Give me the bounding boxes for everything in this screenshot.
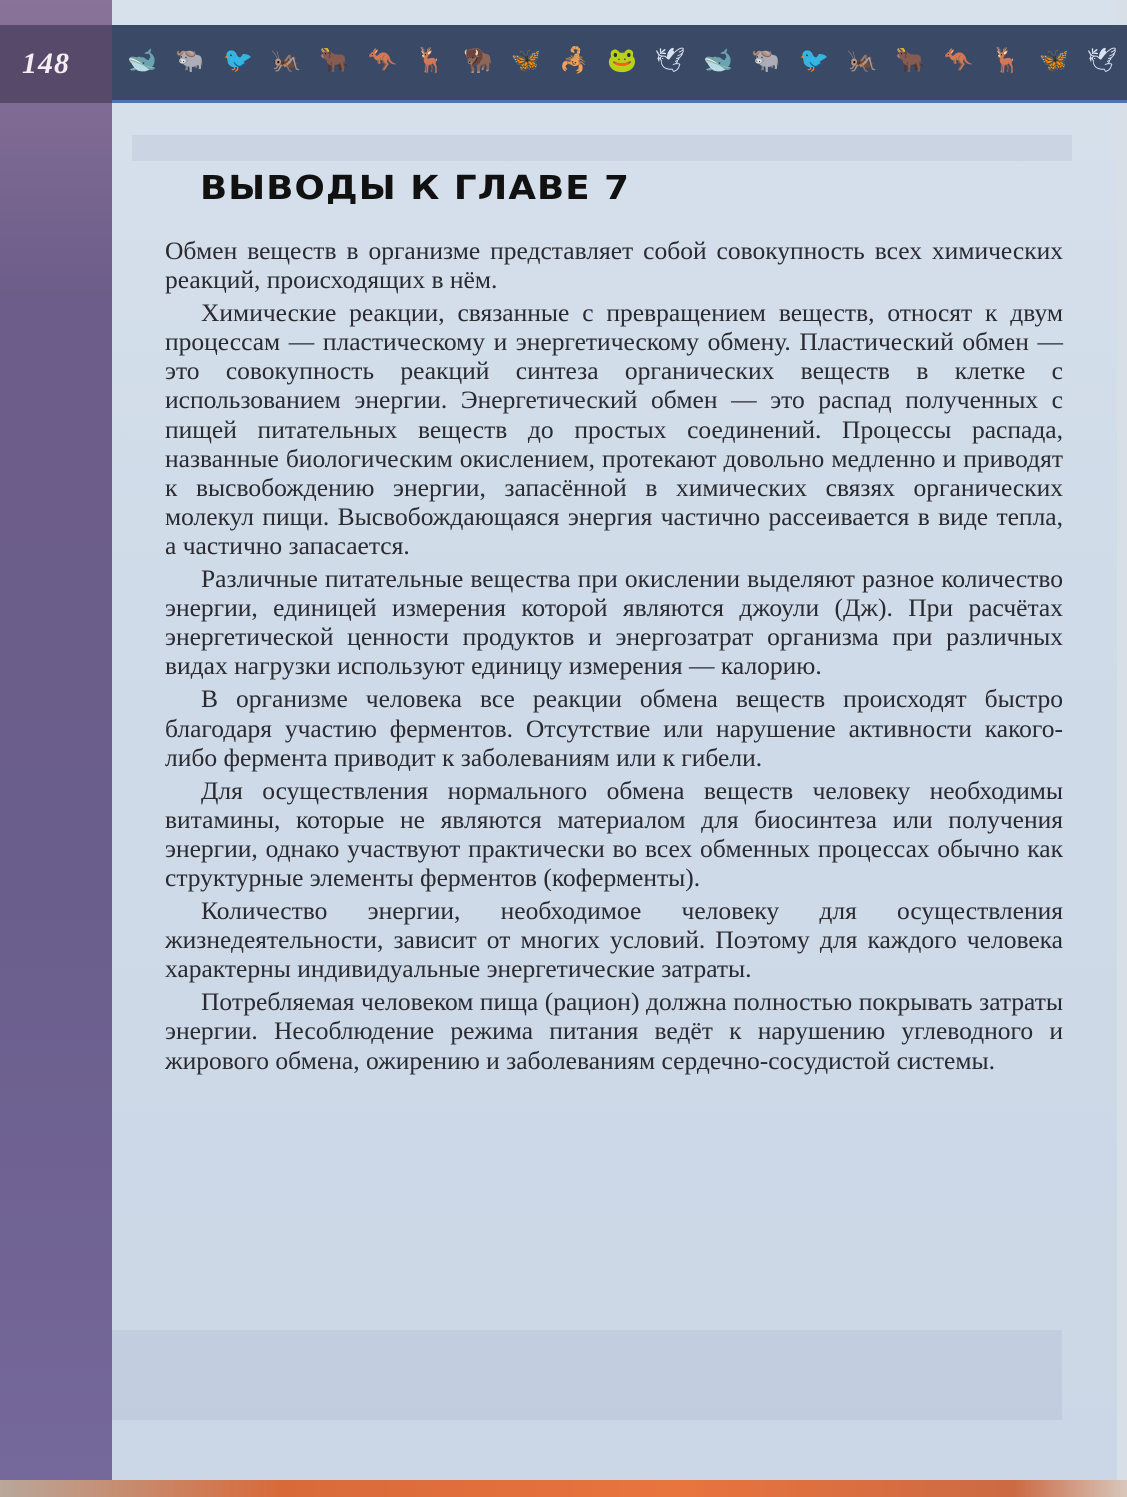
header-accent-line — [112, 100, 1127, 103]
paragraph: Для осуществления нормального обмена веществ человеку необходимы витамины, которые не являются материалом для биосинтеза или получения энергии, однако участвуют практически во всех обменных процессах обычно как структурные элементы ферментов (коферменты). — [165, 775, 1063, 892]
scorpion-icon: 🦂 — [559, 46, 589, 74]
frog-icon: 🐸 — [607, 46, 637, 74]
paragraph: Обмен веществ в организме представляет собой совокупность всех химических реакций, происходящих в нём. — [165, 236, 1063, 295]
antelope-icon: 🦌 — [991, 46, 1021, 74]
whale-icon: 🐋 — [127, 46, 157, 74]
page-margin-strip — [0, 0, 112, 1480]
summary-body — [165, 236, 1063, 1075]
ox-icon: 🐂 — [319, 46, 349, 74]
kangaroo-icon: 🦘 — [367, 46, 397, 74]
paragraph: Химические реакции, связанные с превращением веществ, относят к двум процессам — пластическому и энергетическому обмену. Пластический обмен — это совокупность реакций синтеза органических веществ в клетке с использованием энергии. Энергетический обмен — это распад полученных с пищей питательных веществ до простых соединений. Процессы распада, названные биологическим окислением, протекают довольно медленно и приводят к высвобождению энергии, запасённой в химических связях органических молекул пищи. Высвобождающаяся энергия частично рассеивается в виде тепла, а частично запасается. — [165, 298, 1063, 560]
bison-icon: 🐃 — [751, 46, 781, 74]
page-number: 148 — [22, 47, 70, 80]
bird-icon: 🐦 — [799, 46, 829, 74]
bison-icon: 🐃 — [175, 46, 205, 74]
paragraph: Количество энергии, необходимое человеку для осуществления жизнедеятельности, зависит от многих условий. Поэтому для каждого человека характерны индивидуальные энергетические затраты. — [165, 896, 1063, 984]
butterfly-icon: 🦋 — [1039, 46, 1069, 74]
antelope-icon: 🦌 — [415, 46, 445, 74]
ox-icon: 🐂 — [895, 46, 925, 74]
page-edge — [1117, 0, 1127, 1497]
paragraph: В организме человека все реакции обмена веществ происходят быстро благодаря участию ферментов. Отсутствие или нарушение активности какого-либо фермента приводит к заболеваниям или к гибели. — [165, 684, 1063, 772]
butterfly-icon: 🦋 — [511, 46, 541, 74]
bird-icon: 🕊 — [1086, 46, 1118, 74]
insect-icon: 🦗 — [271, 46, 301, 74]
paragraph: Потребляемая человеком пища (рацион) должна полностью покрывать затраты энергии. Несоблюдение режима питания ведёт к нарушению углеводного и жирового обмена, ожирению и заболеваниям сердечно-сосудистой системы. — [165, 987, 1063, 1075]
page-bottom-edge — [0, 1480, 1127, 1497]
animal-silhouette-border — [122, 40, 1122, 80]
bird-icon: 🐦 — [223, 46, 253, 74]
bird-icon: 🕊 — [654, 46, 686, 74]
paragraph: Различные питательные вещества при окислении выделяют разное количество энергии, единицей измерения которой являются джоули (Дж). При расчётах энергетической ценности продуктов и энергозатрат организма при различных видах нагрузки используют единицу измерения — калорию. — [165, 564, 1063, 681]
bleed-through-block — [132, 135, 1072, 161]
bison-icon: 🦬 — [463, 46, 493, 74]
chapter-summary-title: ВЫВОДЫ К ГЛАВЕ 7 — [200, 168, 631, 207]
insect-icon: 🦗 — [847, 46, 877, 74]
kangaroo-icon: 🦘 — [943, 46, 973, 74]
bleed-through-block — [112, 1330, 1062, 1420]
whale-icon: 🐋 — [703, 46, 733, 74]
